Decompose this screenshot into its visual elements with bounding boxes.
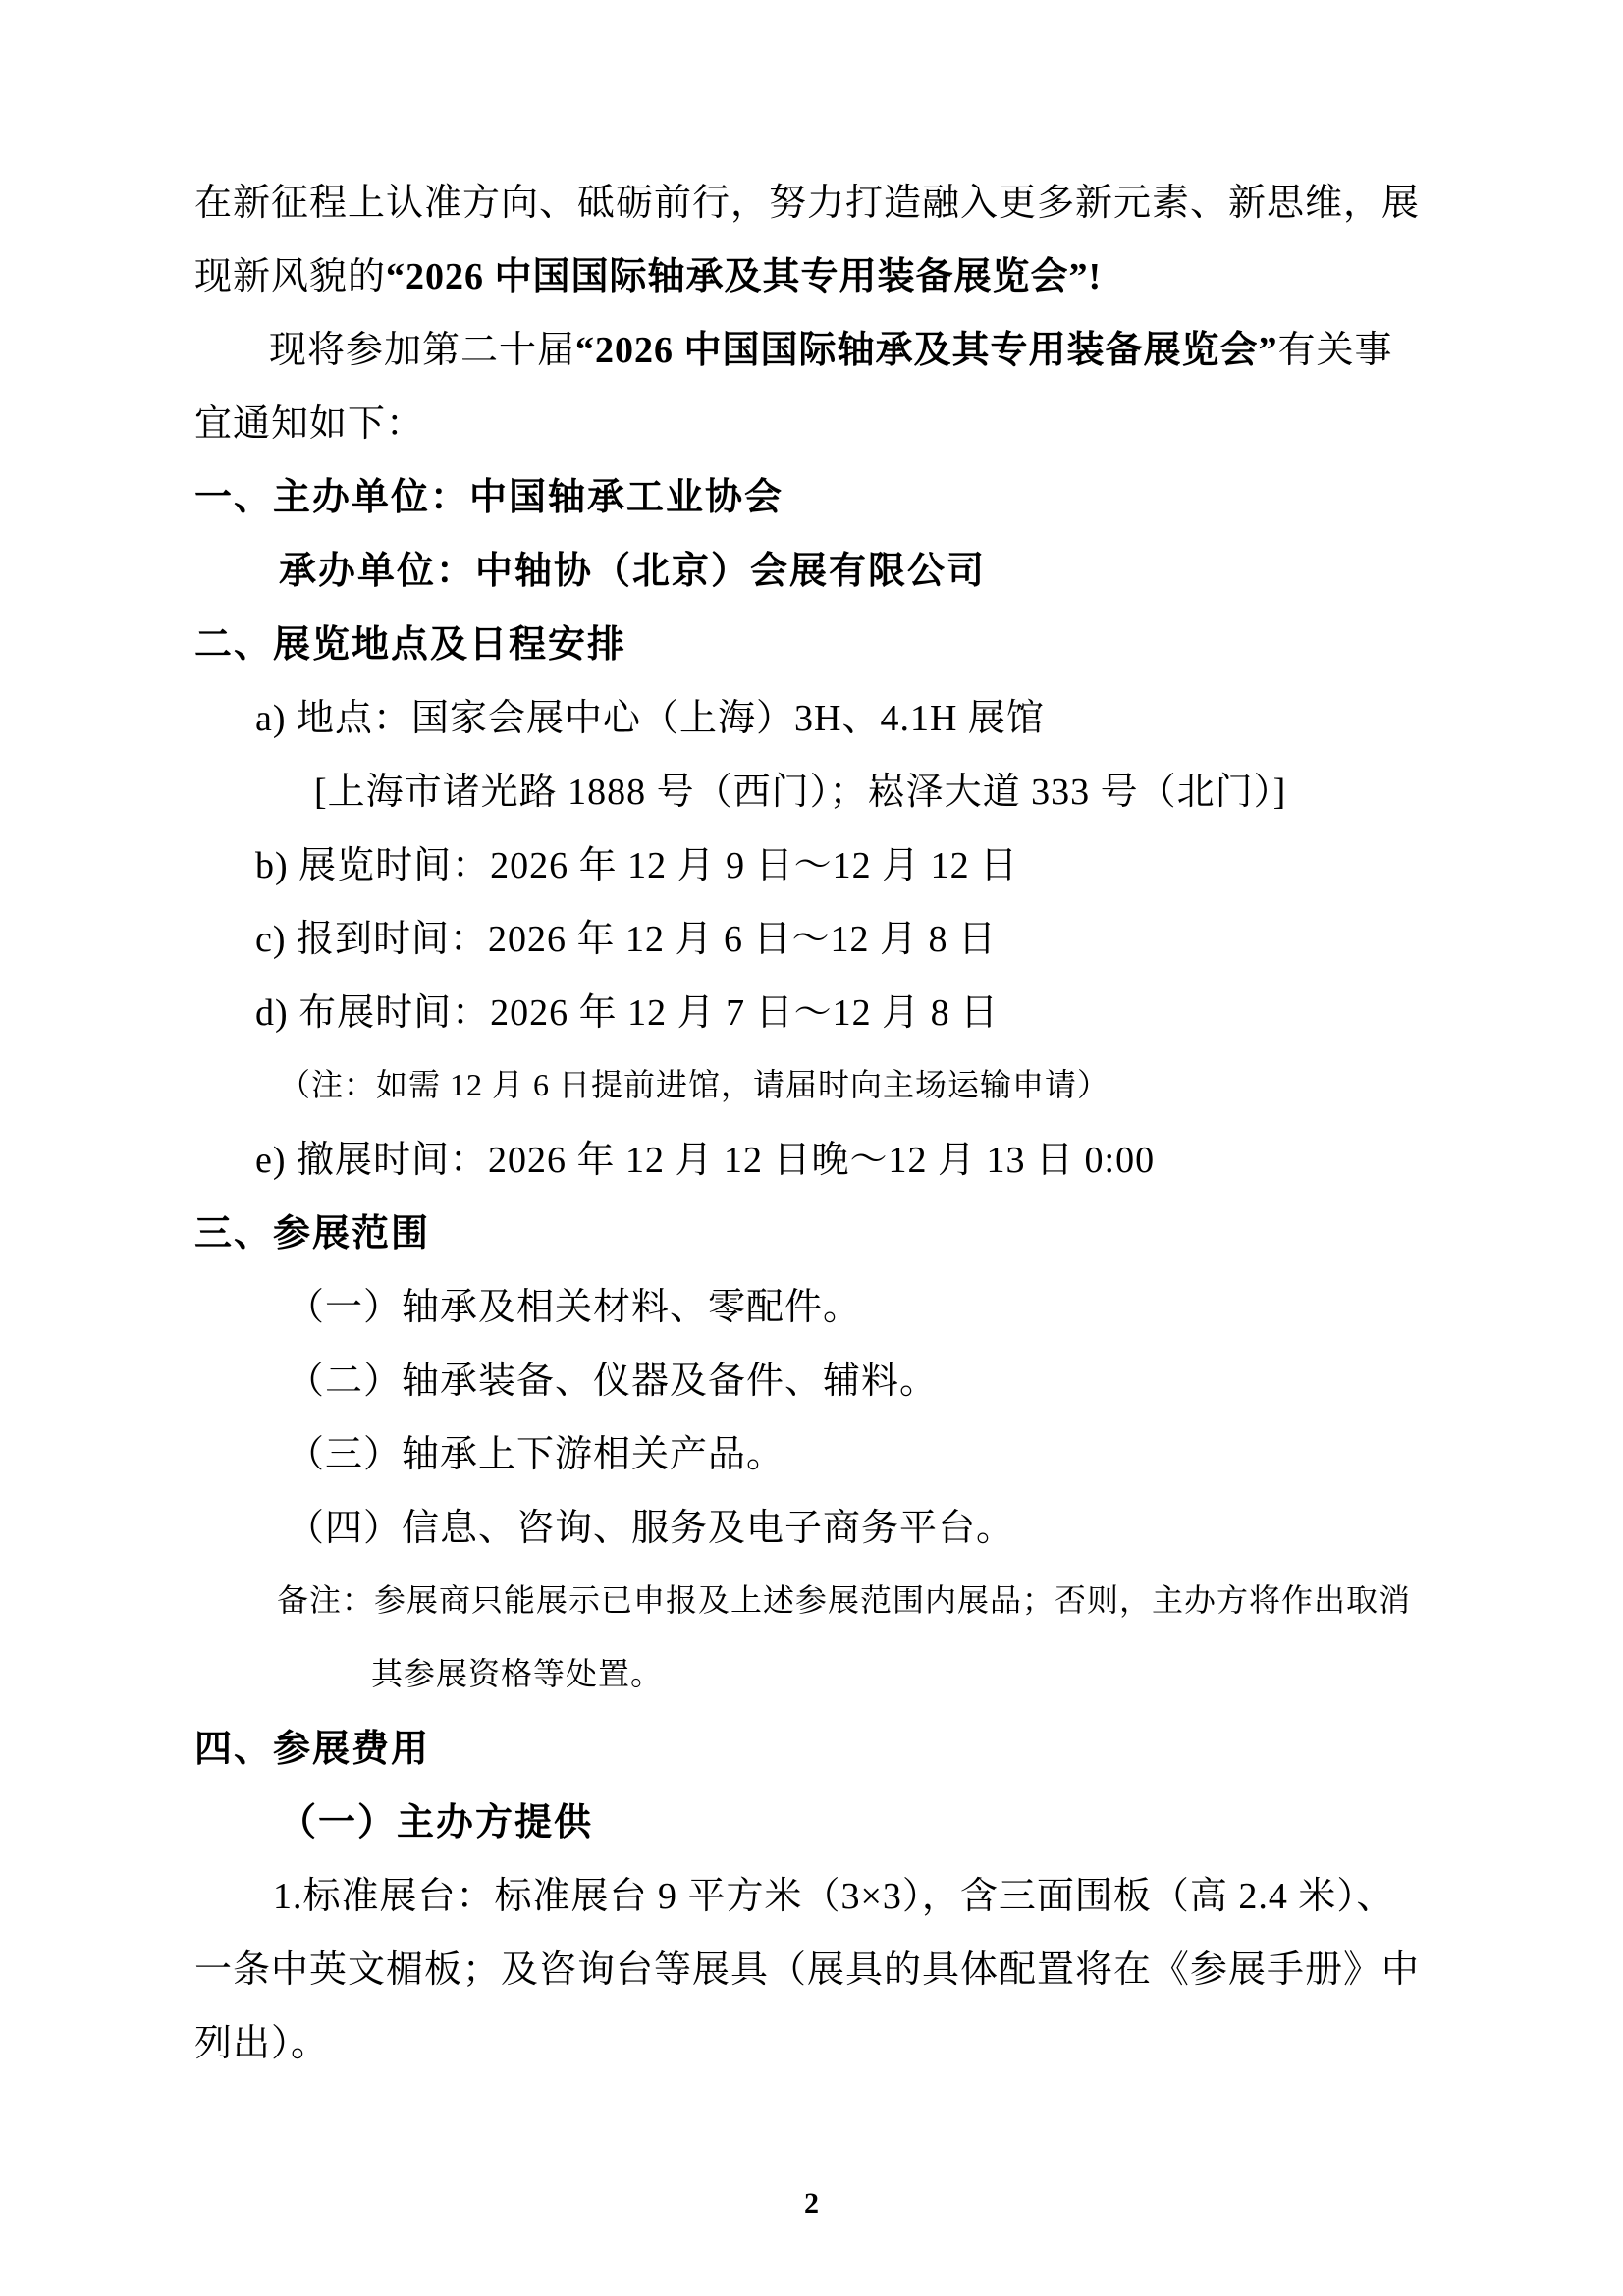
scope-item: （一）轴承及相关材料、零配件。 (287, 1287, 862, 1328)
co-organizer-line: 承办单位：中轴协（北京）会展有限公司 (279, 551, 987, 592)
booth-line-3: 列出）。 (194, 2023, 330, 2064)
announcement-line-1 (194, 309, 1434, 383)
intro-line-2 (194, 236, 1434, 309)
venue-address-line: [上海市诸光路 1888 号（西门）；崧泽大道 333 号（北门）] (314, 772, 1287, 813)
scope-item: （四）信息、咨询、服务及电子商务平台。 (287, 1508, 1015, 1549)
scope-item: （二）轴承装备、仪器及备件、辅料。 (287, 1361, 939, 1402)
announcement-prefix: 现将参加第二十届 (269, 330, 576, 371)
setup-time-line: d) 布展时间：2026 年 12 月 7 日～12 月 8 日 (255, 992, 1000, 1034)
intro-line-2-text: 现新风貌的 (194, 256, 387, 297)
section-heading-scope: 三、参展范围 (194, 1213, 431, 1255)
scope-remark-line-1: 备注：参展商只能展示已申报及上述参展范围内展品；否则，主办方将作出取消 (277, 1581, 1412, 1618)
announcement-line-2: 宜通知如下： (194, 403, 425, 445)
exhibition-title-emphasis: “2026 中国国际轴承及其专用装备展览会”! (386, 256, 1103, 297)
venue-location-line: a) 地点：国家会展中心（上海）3H、4.1H 展馆 (255, 698, 1045, 739)
booth-line-1: 1.标准展台：标准展台 9 平方米（3×3），含三面围板（高 2.4 米）、 (273, 1876, 1395, 1917)
scope-item: （三）轴承上下游相关产品。 (287, 1434, 785, 1475)
announcement-suffix: 有关事 (1277, 330, 1393, 371)
exhibition-time-line: b) 展览时间：2026 年 12 月 9 日～12 月 12 日 (255, 845, 1019, 886)
scope-remark-line-2: 其参展资格等处置。 (371, 1655, 664, 1691)
fees-subheading: （一）主办方提供 (279, 1802, 594, 1843)
document-body (194, 162, 1434, 2076)
checkin-time-line: c) 报到时间：2026 年 12 月 6 日～12 月 8 日 (255, 919, 998, 960)
setup-note-line: （注：如需 12 月 6 日提前进馆，请届时向主场运输申请） (279, 1066, 1110, 1102)
booth-line-2: 一条中英文楣板；及咨询台等展具（展具的具体配置将在《参展手册》中 (194, 1949, 1421, 1991)
page-number: 2 (804, 2187, 819, 2219)
teardown-time-line: e) 撤展时间：2026 年 12 月 12 日晚～12 月 13 日 0:00 (255, 1140, 1156, 1181)
section-heading-fees: 四、参展费用 (194, 1729, 431, 1770)
section-heading-venue: 二、展览地点及日程安排 (194, 624, 627, 666)
section-heading-organizers: 一、主办单位：中国轴承工业协会 (194, 477, 784, 518)
exhibition-title-emphasis: “2026 中国国际轴承及其专用装备展览会” (575, 330, 1278, 371)
intro-line-1: 在新征程上认准方向、砥砺前行，努力打造融入更多新元素、新思维，展 (194, 183, 1421, 224)
